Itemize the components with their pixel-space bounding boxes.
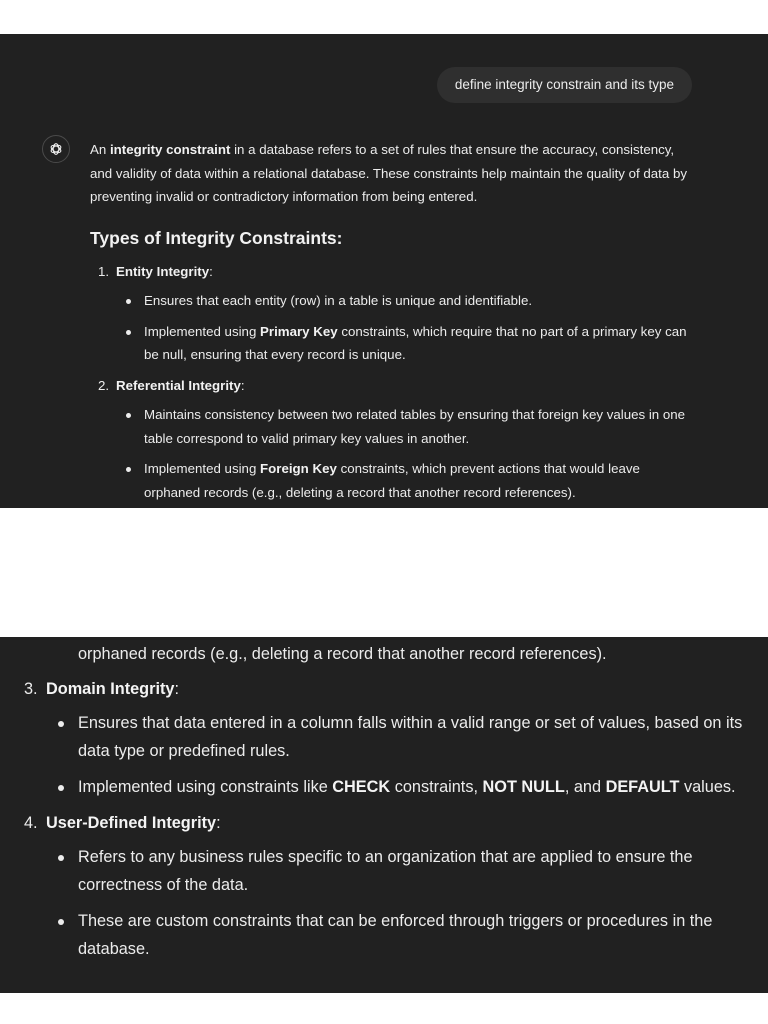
bullet-item [46, 709, 744, 765]
bullet-text: Implemented using constraints like [78, 778, 333, 796]
assistant-answer [90, 138, 690, 508]
assistant-avatar [42, 135, 70, 163]
type-colon: : [174, 680, 179, 698]
type-colon: : [240, 377, 245, 393]
type-colon: : [216, 814, 221, 832]
chat-panel-top [0, 34, 768, 508]
type-item [24, 675, 744, 801]
bullet-bold-term: NOT NULL [482, 778, 565, 796]
bullet-text: constraints, which prevent actions that would leave orphaned records (e.g., deleting a record that another record references). [144, 461, 640, 500]
type-colon: : [209, 263, 213, 279]
type-title: Entity Integrity [116, 263, 210, 279]
bullet-item [116, 403, 690, 450]
bullet-list [46, 709, 744, 801]
intro-bold-term: integrity constraint [109, 142, 231, 157]
user-message-bubble [437, 67, 692, 103]
type-title: User-Defined Integrity [46, 814, 217, 832]
bullet-item [116, 320, 690, 367]
bullet-text: constraints, which require that no part of a primary key can be null, ensuring that every record is unique. [144, 323, 687, 362]
bullet-list [46, 843, 744, 963]
user-message-text: define integrity constrain and its type [454, 77, 674, 92]
type-title: Referential Integrity [116, 377, 241, 393]
bullet-bold-term: Foreign Key [260, 461, 337, 476]
type-title: Domain Integrity [46, 680, 175, 698]
types-list-continued [24, 675, 744, 963]
bullet-item [46, 843, 744, 899]
bullet-list [116, 403, 690, 504]
bullet-item [46, 907, 744, 963]
types-heading: Types of Integrity Constraints: [90, 227, 343, 248]
bullet-bold-term: DEFAULT [605, 778, 680, 796]
bullet-text: Maintains consistency between two related tables by ensuring that foreign key values in one table correspond to valid primary key values in another. [144, 407, 686, 446]
type-number: 3. [24, 680, 38, 698]
zoomed-answer [24, 637, 744, 971]
chat-panel-zoomed [0, 637, 768, 993]
bullet-text: values. [679, 778, 736, 796]
bullet-text: Implemented using [144, 461, 261, 476]
bullet-text: Ensures that each entity (row) in a table is unique and identifiable. [144, 293, 533, 308]
bullet-text: These are custom constraints that can be enforced through triggers or procedures in the database. [78, 912, 713, 958]
carry-over-line: orphaned records (e.g., deleting a record that another record references). [78, 645, 607, 663]
bullet-item [116, 289, 690, 313]
type-number: 2. [98, 377, 110, 393]
type-number: 1. [98, 263, 110, 279]
openai-logo-icon [48, 141, 64, 157]
bullet-text: constraints, [390, 778, 483, 796]
bullet-text: , and [564, 778, 606, 796]
answer-intro: An integrity constraint in a database refers to a set of rules that ensure the accuracy, consistency, and validity of data within a relational database. These constraints help maintain the quality of data by preventing invalid or contradictory information from being entered. [90, 142, 688, 204]
bullet-text: Ensures that data entered in a column falls within a valid range or set of values, based on its data type or predefined rules. [78, 714, 743, 760]
type-item [90, 374, 690, 505]
bullet-text: Implemented using [144, 323, 261, 339]
bullet-item [46, 773, 744, 801]
bullet-bold-term: CHECK [332, 778, 391, 796]
type-number: 4. [24, 814, 38, 832]
bullet-list [116, 289, 690, 367]
bullet-bold-term: Primary Key [260, 323, 338, 339]
bullet-text: Refers to any business rules specific to an organization that are applied to ensure the correctness of the data. [78, 848, 693, 894]
bullet-item [116, 457, 690, 504]
type-item [90, 260, 690, 367]
type-item [24, 809, 744, 963]
types-list [90, 260, 690, 505]
